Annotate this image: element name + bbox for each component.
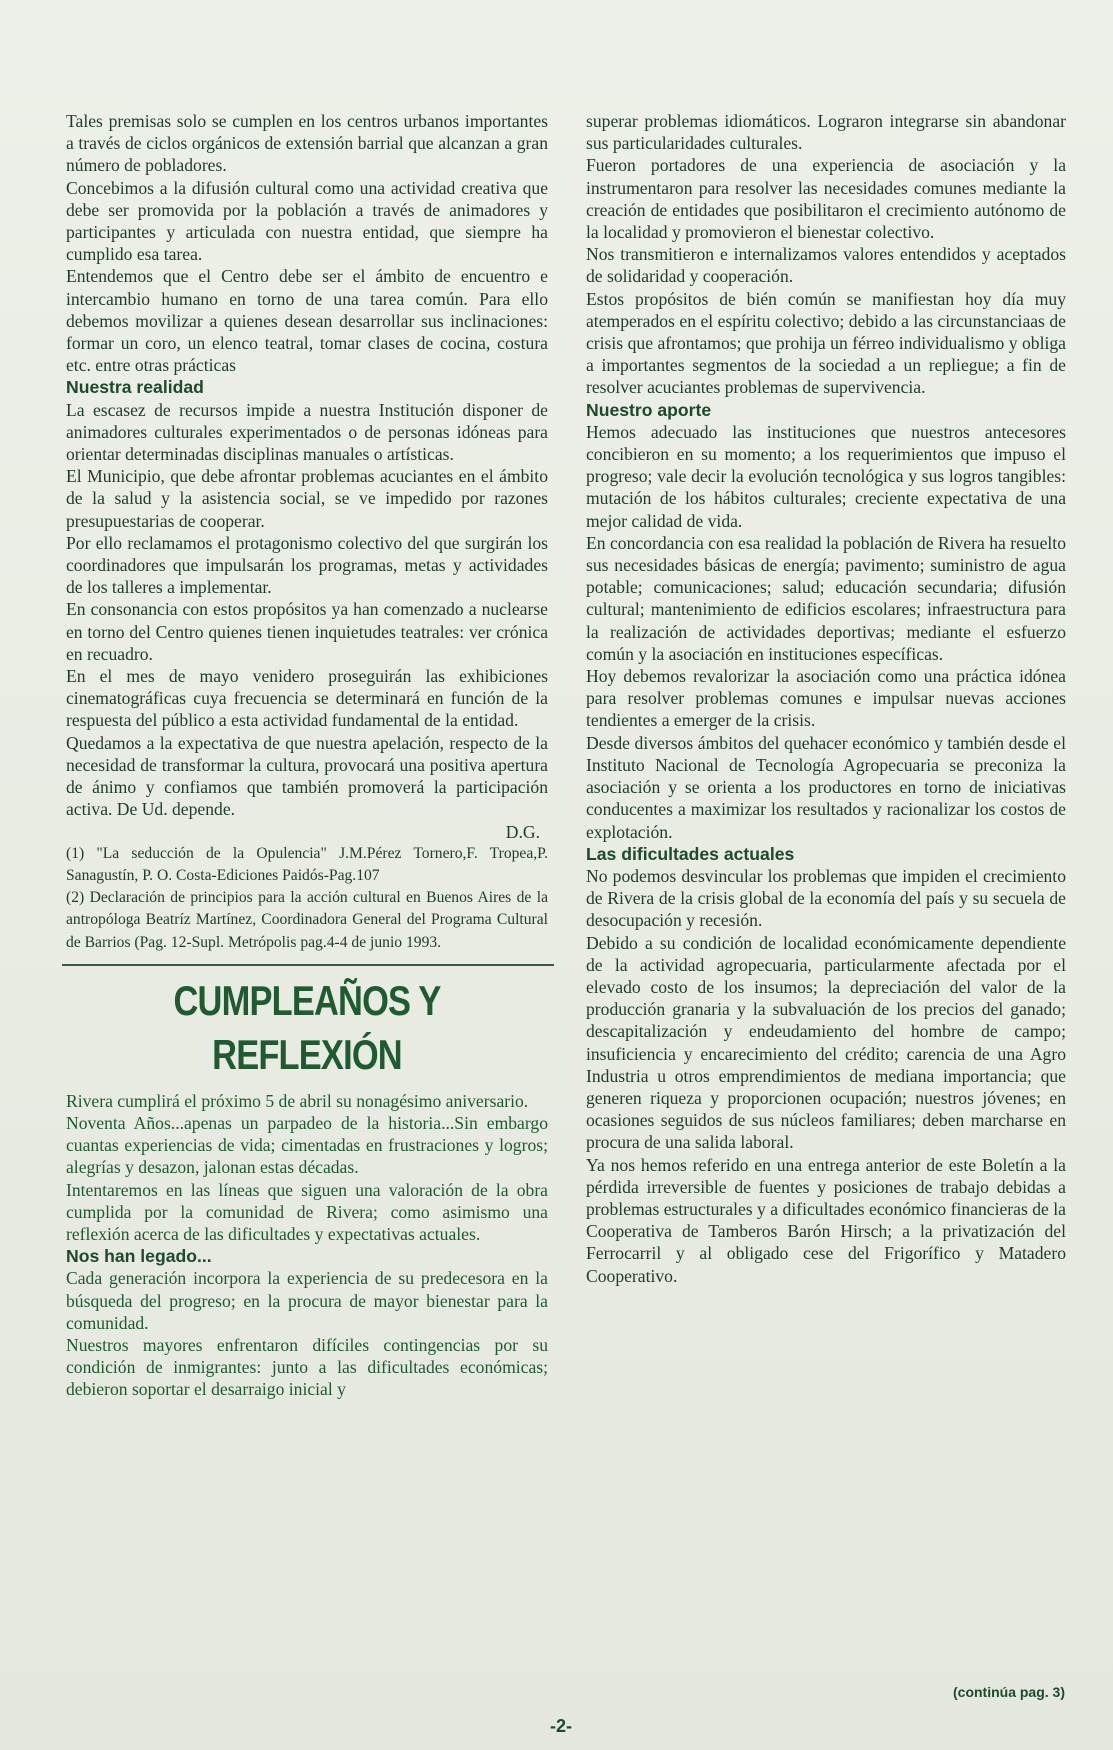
paragraph: Hemos adecuado las instituciones que nuestros antecesores concibieron en su momento; a los requerimientos que impuso el progreso; vale decir la evolución tecnológica y sus logros tangibles: mutación de los hábitos culturales; creciente expectativa de una mejor calidad de vida.: [586, 421, 1066, 531]
paragraph: Entendemos que el Centro debe ser el ámbito de encuentro e intercambio humano en torno de una tarea común. Para ello debemos movilizar a quienes desean desarrollar sus inclinaciones: formar un coro, un elenco teatral, tomar clases de cocina, costura etc. entre otras prácticas: [66, 266, 548, 376]
paragraph: Rivera cumplirá el próximo 5 de abril su nonagésimo aniversario.: [66, 1090, 529, 1111]
paragraph: Por ello reclamamos el protagonismo colectivo del que surgirán los coordinadores que impulsarán los programas, metas y actividades de los talleres a implementar.: [66, 532, 548, 598]
page-number: -2-: [550, 1716, 572, 1736]
paragraph: Desde diversos ámbitos del quehacer económico y también desde el Instituto Nacional de Tecnología Agropecuaria se preconiza la asociación y se orienta a los productores en torno de iniciativas conducentes a maximizar los resultados y racionalizar los costos de explotación.: [586, 732, 1066, 842]
section-heading-aporte: Nuestro aporte: [586, 399, 712, 420]
left-column: [66, 110, 548, 1401]
paragraph: No podemos desvincular los problemas que impiden el crecimiento de Rivera de la crisis global de la economía del país y su secuela de desocupación y recesión.: [586, 865, 1066, 931]
paragraph: Hoy debemos revalorizar la asociación como una práctica idónea para resolver problemas comunes e impulsar nuevas acciones tendientes a emerger de la crisis.: [586, 666, 1066, 731]
footnote-2: (2) Declaración de principios para la acción cultural en Buenos Aires de la antropóloga Beatríz Martínez, Coordinadora General del Programa Cultural de Barrios (Pag. 12-Supl. Metrópolis pag.4-4 de junio 1993.: [66, 889, 548, 951]
paragraph: En consonancia con estos propósitos ya han comenzado a nuclearse en torno del Centro quienes tienen inquietudes teatrales: ver crónica en recuadro.: [66, 599, 548, 664]
paragraph: Cada generación incorpora la experiencia de su predecesora en la búsqueda del progreso; en la procura de mayor bienestar para la comunidad.: [66, 1268, 548, 1333]
article-title: CUMPLEAÑOS Y REFLEXIÓN: [173, 976, 441, 1078]
paragraph: En concordancia con esa realidad la población de Rivera ha resuelto sus necesidades básicas de energía; pavimento; suministro de agua potable; comunicaciones; salud; educación secundaria; difusión cultural; mantenimiento de edificios escolares; infraestructura para la realización de actividades deportivas; mediante el esfuerzo común y la asociación en instituciones específicas.: [586, 532, 1066, 664]
paragraph: Fueron portadores de una experiencia de asociación y la instrumentaron para resolver las necesidades comunes mediante la creación de entidades que posibilitaron el crecimiento autónomo de la localidad y promovieron el bienestar colectivo.: [586, 155, 1066, 243]
paragraph: Quedamos a la expectativa de que nuestra apelación, respecto de la necesidad de transformar la cultura, provocará una positiva apertura de ánimo y confiamos que también promoverá la participación activa. De Ud. depende.: [66, 732, 548, 820]
continued-note: (continúa pag. 3): [953, 1684, 1065, 1700]
section-heading-realidad: Nuestra realidad: [66, 377, 204, 398]
paragraph: Ya nos hemos referido en una entrega anterior de este Boletín a la pérdida irreversible de fuentes y posiciones de trabajo debidas a problemas estructurales y a dificultades económico financieras de la Cooperativa de Tamberos Barón Hirsch; a la privatización del Ferrocarril y al obligado cese del Frigorífico y Matadero Cooperativo.: [586, 1154, 1066, 1286]
paragraph: Noventa Años...apenas un parpadeo de la historia...Sin embargo cuantas experiencias de vida; cimentadas en frustraciones y logros; alegrías y desazon, jalonan estas décadas.: [66, 1112, 548, 1178]
signature: D.G.: [505, 821, 540, 842]
paragraph: En el mes de mayo venidero proseguirán las exhibiciones cinematográficas cuya frecuencia se determinará en función de la respuesta del público a esta actividad fundamental de la entidad.: [66, 666, 548, 731]
paragraph: Debido a su condición de localidad económicamente dependiente de la actividad agropecuaria, particularmente afectada por el elevado costo de los insumos; la depreciación del valor de la producción granaria y la subvaluación de los precios del ganado; descapitalización y endeudamiento del hombre de campo; insuficiencia y encarecimiento del crédito; carencia de una Agro Industria u otros emprendimientos de mediana importancia; que generen riqueza y proporcionen ocupación; nuestros jóvenes; en ocasiones seguidos de sus núcleos familiares; deben marcharse en procura de una salida laboral.: [586, 932, 1066, 1153]
paragraph: La escasez de recursos impide a nuestra Institución disponer de animadores culturales experimentados o de personas idóneas para orientar determinadas disciplinas manuales o artísticas.: [66, 399, 548, 465]
paragraph: Intentaremos en las líneas que siguen una valoración de la obra cumplida por la comunidad de Rivera; como asimismo una reflexión acerca de las dificultades y expectativas actuales.: [66, 1179, 548, 1244]
paragraph: Nos transmitieron e internalizamos valores entendidos y aceptados de solidaridad y cooperación.: [586, 244, 1066, 287]
paragraph: Nuestros mayores enfrentaron difíciles contingencias por su condición de inmigrantes: junto a las dificultades económicas; debieron soportar el desarraigo inicial y: [66, 1334, 548, 1400]
paragraph: Concebimos a la difusión cultural como una actividad creativa que debe ser promovida por la población a través de animadores y participantes y articulada con nuestra entidad, que siempre ha cumplido esa tarea.: [66, 177, 548, 265]
footnote-1: (1) "La seducción de la Opulencia" J.M.Pérez Tornero,F. Tropea,P. Sanagustín, P. O. Costa-Ediciones Paidós-Pag.107: [66, 844, 548, 884]
paragraph: El Municipio, que debe afrontar problemas acuciantes en el ámbito de la salud y la asistencia social, se ve impedido por razones presupuestarias de cooperar.: [66, 466, 548, 531]
divider-rule: [62, 964, 554, 966]
paragraph: Estos propósitos de bién común se manifiestan hoy día muy atemperados en el espíritu colectivo; debido a las circunstanciaas de crisis que afrontamos; que prohija un férreo individualismo y obliga a importantes segmentos de la sociedad a un repliegue; a fin de resolver acuciantes problemas de supervivencia.: [586, 288, 1066, 398]
section-heading-dificultades: Las dificultades actuales: [586, 843, 795, 864]
paragraph: superar problemas idiomáticos. Lograron integrarse sin abandonar sus particularidades culturales.: [586, 111, 1066, 154]
right-column: [586, 110, 1066, 1287]
paragraph: Tales premisas solo se cumplen en los centros urbanos importantes a través de ciclos orgánicos de extensión barrial que alcanzan a gran número de pobladores.: [66, 111, 548, 176]
section-heading-legado: Nos han legado...: [66, 1246, 212, 1267]
